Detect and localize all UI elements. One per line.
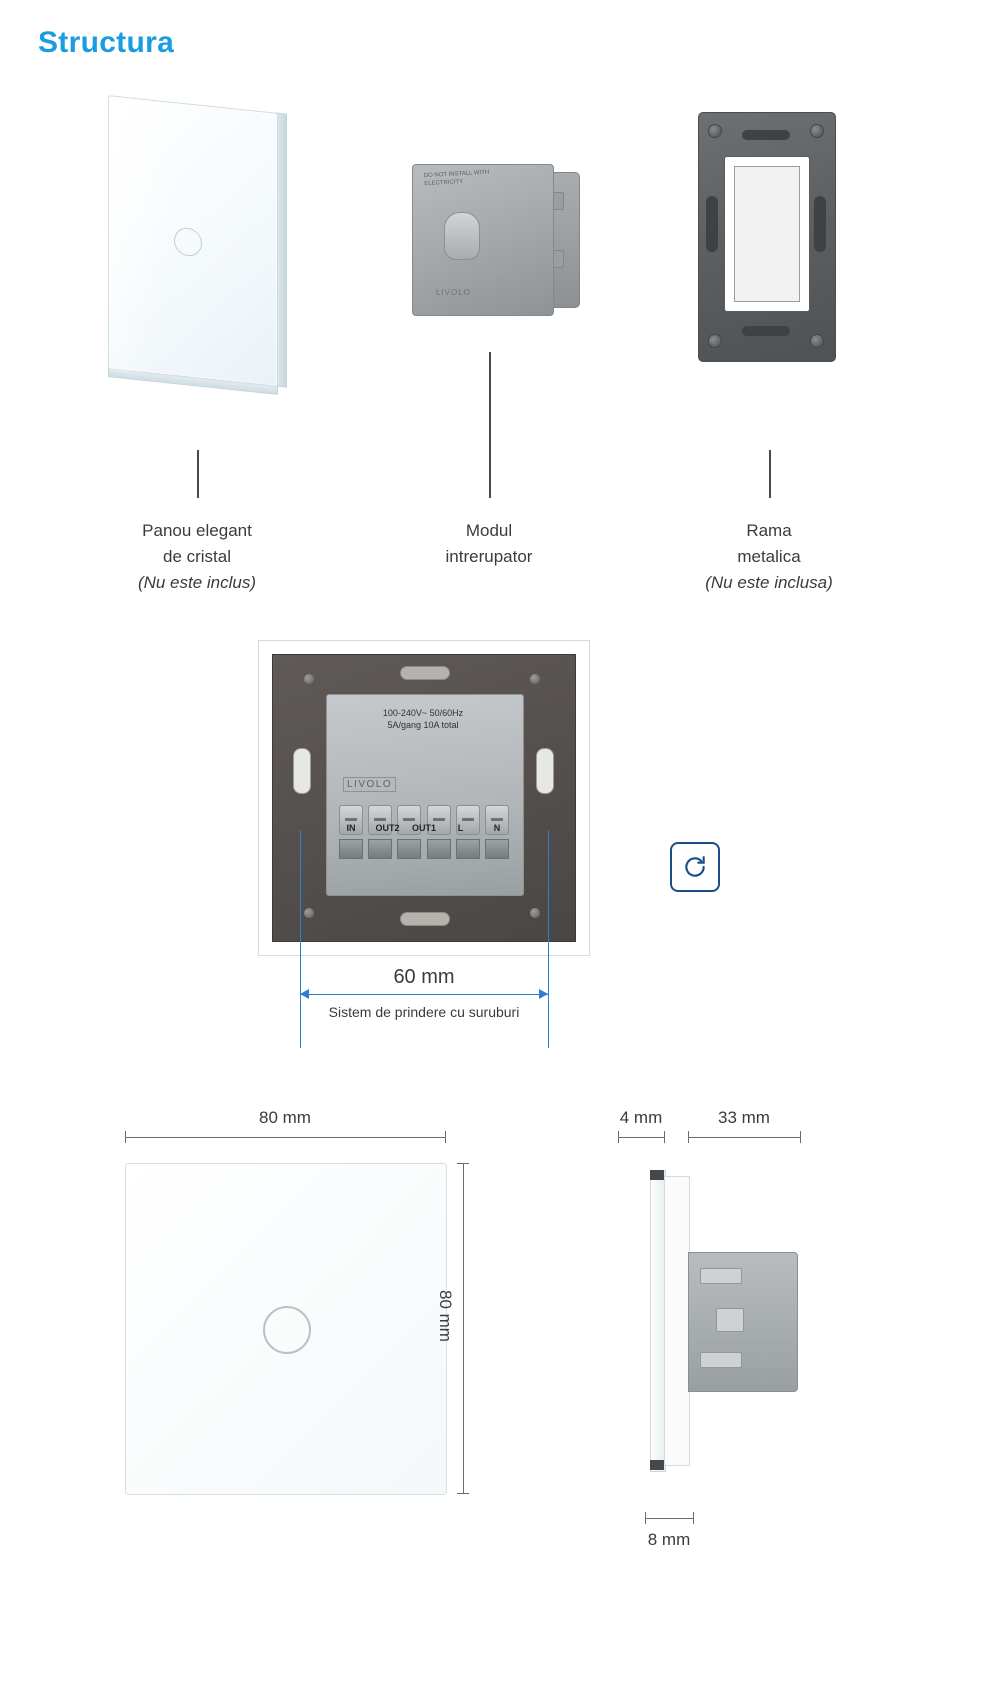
side-view-clip-bottom xyxy=(700,1352,742,1368)
assembly-tab-top xyxy=(400,666,450,680)
glass-panel-illustration xyxy=(100,96,300,416)
caption-glass-panel-line2: de cristal xyxy=(162,547,232,566)
terminal-pin xyxy=(397,839,421,859)
caption-switch-module-line2: intrerupator xyxy=(445,547,533,566)
terminal-label-l: L xyxy=(457,823,464,833)
dimension-arrow-left xyxy=(300,989,309,999)
caption-glass-panel-note: (Nu este inclus) xyxy=(137,573,257,592)
dimension-tick-height-bottom xyxy=(457,1493,469,1494)
metal-frame-screw-top-left xyxy=(708,124,722,138)
dimension-tick-8mm-right xyxy=(693,1512,694,1524)
dimension-line-4mm xyxy=(618,1137,664,1138)
dimension-tick-4mm-right xyxy=(664,1131,665,1143)
page-title: Structura xyxy=(38,26,175,59)
assembly-screw-top-right xyxy=(530,674,540,684)
caption-metal-frame-note: (Nu este inclusa) xyxy=(705,573,833,592)
assembly-screw-slot-right xyxy=(536,748,554,794)
dimension-tick-8mm-left xyxy=(645,1512,646,1524)
side-view-clip-middle xyxy=(716,1308,744,1332)
metal-frame-slot-left xyxy=(706,196,718,252)
terminal-label-out1: OUT1 xyxy=(412,823,437,833)
dimension-arrow-right xyxy=(539,989,548,999)
dimension-line-width xyxy=(125,1137,445,1138)
dimension-tick-height-top xyxy=(457,1163,469,1164)
side-view-support xyxy=(664,1176,690,1466)
refresh-icon[interactable] xyxy=(670,842,720,892)
metal-frame-screw-bottom-left xyxy=(708,334,722,348)
terminal-pin xyxy=(339,839,363,859)
assembly-screw-bottom-left xyxy=(304,908,314,918)
switch-module-warning-text: DO NOT INSTALL WITH ELECTRICITY xyxy=(423,169,490,188)
assembly-terminal-pins xyxy=(339,839,509,859)
dimension-label-width-80mm: 80 mm xyxy=(259,1108,311,1127)
switch-module-illustration xyxy=(390,150,590,340)
front-panel-illustration xyxy=(125,1163,447,1495)
metal-frame-slot-bottom xyxy=(742,326,790,336)
assembled-back-view xyxy=(258,640,590,956)
caption-glass-panel xyxy=(77,518,317,596)
screw-mount-note: Sistem de prindere cu suruburi xyxy=(328,1004,520,1020)
metal-frame-screw-bottom-right xyxy=(810,334,824,348)
caption-switch-module-line1: Modul xyxy=(465,521,513,540)
dimension-tick-width-right xyxy=(445,1131,446,1143)
switch-module-brand: LIVOLO xyxy=(436,288,471,297)
caption-metal-frame-line1: Rama xyxy=(746,521,792,540)
dimension-label-33mm: 33 mm xyxy=(718,1108,770,1127)
dimension-tick-33mm-left xyxy=(688,1131,689,1143)
dimension-tick-width-left xyxy=(125,1131,126,1143)
metal-frame-slot-top xyxy=(742,130,790,140)
leader-line-switch-module xyxy=(489,352,491,498)
assembly-spec-line2: 5A/gang 10A total xyxy=(387,720,459,730)
leader-line-metal-frame xyxy=(769,450,771,498)
leader-line-glass-panel xyxy=(197,450,199,498)
dimension-line-33mm xyxy=(688,1137,800,1138)
dimension-label-height-80mm: 80 mm xyxy=(436,1290,455,1342)
caption-switch-module xyxy=(369,518,609,570)
dimension-line-60mm xyxy=(300,994,548,995)
assembly-screw-top-left xyxy=(304,674,314,684)
terminal-label-in: IN xyxy=(346,823,356,833)
side-view-glass-tip-bottom xyxy=(650,1460,664,1470)
side-view-glass-tip-top xyxy=(650,1170,664,1180)
switch-module-knob xyxy=(444,212,480,260)
assembly-tab-bottom xyxy=(400,912,450,926)
assembly-brand-label: LIVOLO xyxy=(343,777,396,792)
metal-frame-slot-right xyxy=(814,196,826,252)
terminal-pin xyxy=(368,839,392,859)
dimension-label-60mm: 60 mm xyxy=(393,966,455,988)
side-view-clip-top xyxy=(700,1268,742,1284)
metal-frame-screw-top-right xyxy=(810,124,824,138)
dimension-line-height xyxy=(463,1163,464,1493)
caption-glass-panel-line1: Panou elegant xyxy=(142,521,252,540)
assembly-screw-slot-left xyxy=(293,748,311,794)
assembly-screw-bottom-right xyxy=(530,908,540,918)
terminal-pin xyxy=(427,839,451,859)
dimension-tick-33mm-right xyxy=(800,1131,801,1143)
dimension-line-8mm xyxy=(645,1518,693,1519)
dimension-label-4mm: 4 mm xyxy=(619,1108,663,1127)
dimension-tick-4mm-left xyxy=(618,1131,619,1143)
terminal-pin xyxy=(485,839,509,859)
dimension-label-8mm: 8 mm xyxy=(647,1530,691,1549)
terminal-label-n: N xyxy=(493,823,501,833)
metal-frame-window-inner xyxy=(734,166,800,302)
caption-metal-frame-line2: metalica xyxy=(737,547,801,566)
assembly-spec-line1: 100-240V~ 50/60Hz xyxy=(382,708,464,718)
assembly-spec-label xyxy=(343,707,503,731)
assembly-module-core xyxy=(326,694,524,896)
assembly-terminal-labels xyxy=(339,823,509,833)
terminal-label-out2: OUT2 xyxy=(375,823,400,833)
front-touch-button-icon xyxy=(263,1306,311,1354)
metal-frame-illustration xyxy=(690,108,850,366)
terminal-pin xyxy=(456,839,480,859)
caption-metal-frame xyxy=(649,518,889,596)
